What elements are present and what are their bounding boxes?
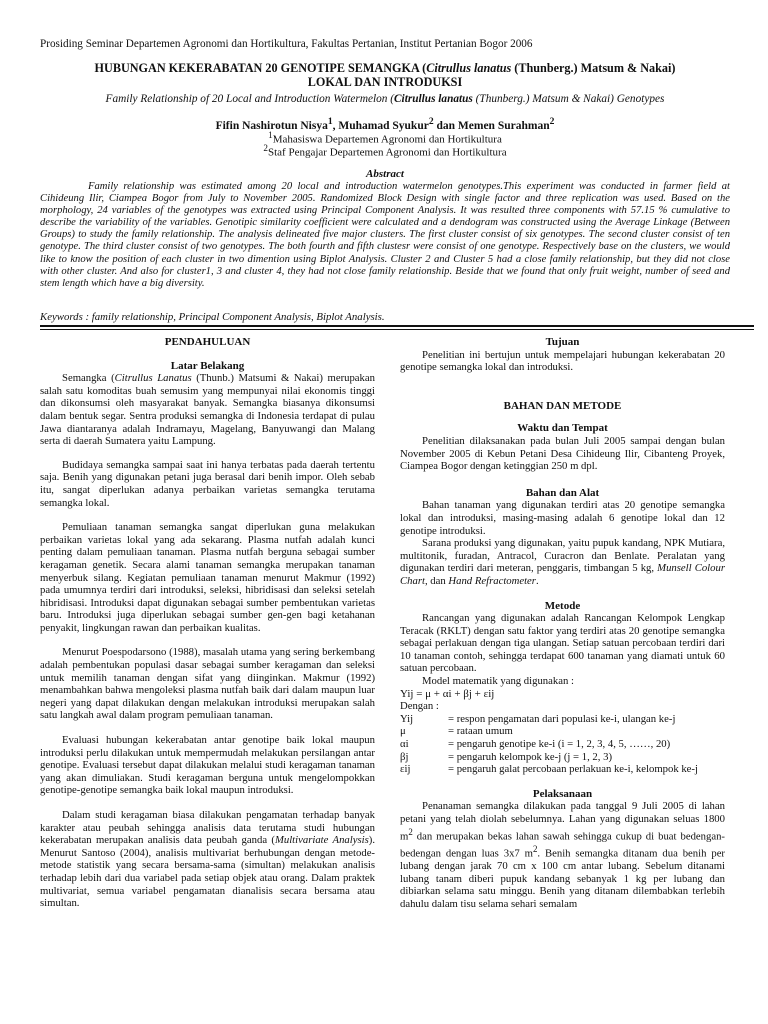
symbol: μ <box>400 725 406 738</box>
title-line-1: HUBUNGAN KEKERABATAN 20 GENOTIPE SEMANGKA (Citrullus lanatus (Thunberg.) Matsum & Nakai) <box>94 61 676 75</box>
title-line-2: LOKAL DAN INTRODUKSI <box>307 74 463 89</box>
paper-title <box>40 62 730 89</box>
model-equation: Yij = μ + αi + βj + εij <box>400 687 495 700</box>
subsection-bahan-alat: Bahan dan Alat <box>525 486 600 499</box>
symbol-description: = rataan umum <box>448 725 513 738</box>
subsection-pelaksanaan: Pelaksanaan <box>532 787 593 800</box>
dengan-label: Dengan : <box>400 700 439 713</box>
section-pendahuluan: PENDAHULUAN <box>164 336 251 348</box>
symbol: εij <box>400 763 411 776</box>
paper-subtitle: Family Relationship of 20 Local and Introduction Watermelon (Citrullus lanatus (Thunberg.) Matsum & Nakai) Genotypes <box>105 93 665 105</box>
running-head: Prosiding Seminar Departemen Agronomi dan Hortikultura, Fakultas Pertanian, Institut Pertanian Bogor 2006 <box>40 38 533 50</box>
symbol-description: = pengaruh kelompok ke-j (j = 1, 2, 3) <box>448 750 613 763</box>
paragraph: Menurut Poespodarsono (1988), masalah utama yang sering berkembang adalah pembentukan populasi dasar sebagai sumber keragaman dan seleksi untuk memilih tanaman dengan sifat yang diinginkan. Makmur (1992) menambahkan bahwa mengoleksi plasma nutfah baik dari dalam maupun luar negeri yang dapat dilakukan dengan melakukan introduksi merupakan salah satu langkah awal dalam program pemuliaan tanaman. <box>40 646 375 722</box>
subsection-tujuan: Tujuan <box>545 336 580 348</box>
symbol-definition-row <box>400 738 725 751</box>
symbol: βj <box>400 750 409 763</box>
keywords: Keywords : family relationship, Principal Component Analysis, Biplot Analysis. <box>40 311 385 323</box>
paragraph: Penelitian dilaksanakan pada bulan Juli 2005 sampai dengan bulan November 2005 di Kebun Petani Desa Cihideung Ilir, Cibanteng Proyek, Ciampea Bogor dengan ketinggian 250 m dpl. <box>400 434 725 473</box>
symbol-description: = pengaruh galat percobaan perlakuan ke-i, kelompok ke-j <box>448 763 698 776</box>
subsection-latar-belakang: Latar Belakang <box>170 359 245 372</box>
subsection-waktu-tempat: Waktu dan Tempat <box>517 422 608 435</box>
divider-rule-thin <box>40 329 754 330</box>
affiliation-1: $^1$Mahasiswa Departemen Agronomi dan Hortikultura <box>268 130 502 146</box>
paragraph: Penanaman semangka dilakukan pada tanggal 9 Juli 2005 di lahan petani yang telah diolah sebelumnya. Lahan yang digunakan seluas 1800 $m^2$ dan merupakan bekas lahan sawah sehingga cukup di buat bedengan-bedengan dengan luas 3x7 $m^2$. Benih semangka ditanam dua benih per lubang dengan jarak 70 cm x 100 cm antar lubang. Sebelum ditanami lubang tanam diberi pupuk kandang sebanyak 1 kg per lubang dan dibiarkan selama satu minggu. Benih yang ditanam dilembabkan terlebih dahulu dalam tisu selama sehari semalam <box>400 800 725 910</box>
right-column <box>400 334 725 910</box>
paragraph: Evaluasi hubungan kekerabatan antar genotipe baik lokal maupun introduksi perlu dilakukan untuk mempermudah melakukan persilangan antar genotipe. Evaluasi tersebut dapat dilakukan melalui studi keragaman tanaman yang akan dimuliakan. Studi keragaman berguna untuk mengelompokkan genotipe-genotipe semangka baik lokal maupun introduksi. <box>40 734 375 797</box>
paragraph: Penelitian ini bertujun untuk mempelajari hubungan kekerabatan 20 genotipe semangka lokal dan introduksi. <box>400 348 725 374</box>
symbol: αi <box>400 738 409 751</box>
paragraph: Pemuliaan tanaman semangka sangat diperlukan guna melakukan perbaikan varietas lokal yang ada sekarang. Plasma nutfah adalah kunci penting dalam pemuliaan tanaman. Plasma nutfah berguna sebagai sumber keragaman genetik. Secara alami tanaman semangka merupakan tanaman menyerbuk silang. Kegiatan pemuliaan tanaman menurut Makmur (1992) pada umumnya terdiri dari introduksi, seleksi, hibridisasi dan seleksi setelah hibridisasi. Introduksi dapat digunakan sebagai sumber pembentukan varietas baru. Introduksi juga diperlukan sebagai sumber gen-gen bagi ketahanan penyakit, lingkungan rawan dan perbaikan kualitas. <box>40 521 375 634</box>
section-bahan-dan-metode: BAHAN DAN METODE <box>503 399 622 412</box>
symbol-definition-row <box>400 763 725 776</box>
divider-rule <box>40 325 754 327</box>
paragraph: Model matematik yang digunakan : <box>422 675 574 688</box>
symbol-definitions <box>400 713 725 776</box>
paragraph: Sarana produksi yang digunakan, yaitu pupuk kandang, NPK Mutiara, multitonik, furadan, Antracol, Curacron dan Benlate. Peralatan yang digunakan terdiri dari meteran, penggaris, timbangan 5 kg, Munsell Colour Chart, dan Hand Refractometer. <box>400 537 725 587</box>
left-column <box>40 334 375 910</box>
paragraph: Dalam studi keragaman biasa dilakukan pengamatan terhadap banyak karakter atau peubah sehingga analisis data terutama studi hubungan kekerabatan merupakan analisis data peubah ganda (Multivariate Analysis). Menurut Santoso (2004), analisis multivariat berhubungan dengan metode-metode statistik yang secara bersama-sama (simultan) melakukan analisis terhadap lebih dari dua variabel pada setiap objek atau orang. Dalam praktek multivariat, semua variabel pengamatan dianalisis secara bersama atau simultan. <box>40 809 375 910</box>
symbol: Yij <box>400 712 414 725</box>
symbol-definition-row <box>400 751 725 764</box>
abstract-text: Family relationship was estimated among 20 local and introduction watermelon genotypes.This experiment was conducted in farmer field at Cihideung Ilir, Ciampea Bogor from July to November 2005. Randomized Block Design with single factor and three replication was used. Based on the morphology, 24 variables of the genotypes was extracted using Principal Component Analysis. It was resulted three components with 57.15 % cumulative to describe the variability of the variables. Genotipic similarity coefficient were calculated and a dendogram was constructed using the Average Linkage (Between Groups) to study the family relationship. The analysis delineated five major clusters. The first cluster consist of six genotypes. The second cluster consist of ten genotype. The third cluster consist of two genotypes. The both fourth and fifth clustesr were consist of one genotype. Respectively base on the clusters, we would like to know the position of each cluster in two dimention using Biplot Analysis. Cluster 2 and Cluster 5 had a close family relationship, but they did not close with other cluster. And also for cluster1, 3 and cluster 4, they had not close family relationship. Beside that we found that only fruit weight, number of seed and stem length which have a big diversity. <box>40 181 730 289</box>
symbol-definition-row <box>400 713 725 726</box>
author-list: Fifin Nashirotun Nisya$^1$, Muhamad Syukur$^2$ dan Memen Surahman$^2$ <box>215 116 555 132</box>
subsection-metode: Metode <box>544 599 581 612</box>
paragraph: Bahan tanaman yang digunakan terdiri atas 20 genotipe semangka lokal dan introduksi, masing-masing adalah 6 genotipe lokal dan 12 genotipe introduksi. <box>400 499 725 537</box>
paragraph: Semangka (Citrullus Lanatus (Thunb.) Matsumi & Nakai) merupakan salah satu komoditas buah semusim yang mempunyai nilai ekonomis tinggi dan dikonsumsi oleh masyarakat banyak. Semangka biasanya dikonsumsi dalam bentuk segar. Sentra produksi semangka di Indonesia terdapat di pulau Jawa diantaranya adalah Indramayu, Magelang, Banyuwangi dan Malang serta di daerah Sumatera yaitu Lampung. <box>40 372 375 448</box>
symbol-description: = respon pengamatan dari populasi ke-i, ulangan ke-j <box>448 712 676 725</box>
paragraph: Rancangan yang digunakan adalah Rancangan Kelompok Lengkap Teracak (RKLT) dengan satu faktor yang terdiri atas 20 genotipe semangka sebagai perlakuan dengan tiga ulangan. Setiap satuan percobaan terdiri dari 10 tanaman contoh, sehingga terdapat 600 tanaman yang diamati untuk 60 satuan percobaan. <box>400 612 725 675</box>
symbol-description: = pengaruh genotipe ke-i (i = 1, 2, 3, 4, 5, ……, 20) <box>448 738 671 751</box>
symbol-definition-row <box>400 725 725 738</box>
affiliation-2: $^2$Staf Pengajar Departemen Agronomi dan Hortikultura <box>263 143 507 159</box>
paragraph: Budidaya semangka sampai saat ini hanya terbatas pada daerah tertentu saja. Benih yang digunakan petani juga berasal dari benih impor. Oleh sebab itu, sangat diperlukan adanya perbaikan varietas semangka terutama semangka lokal. <box>40 458 375 509</box>
abstract-heading: Abstract <box>366 168 404 180</box>
